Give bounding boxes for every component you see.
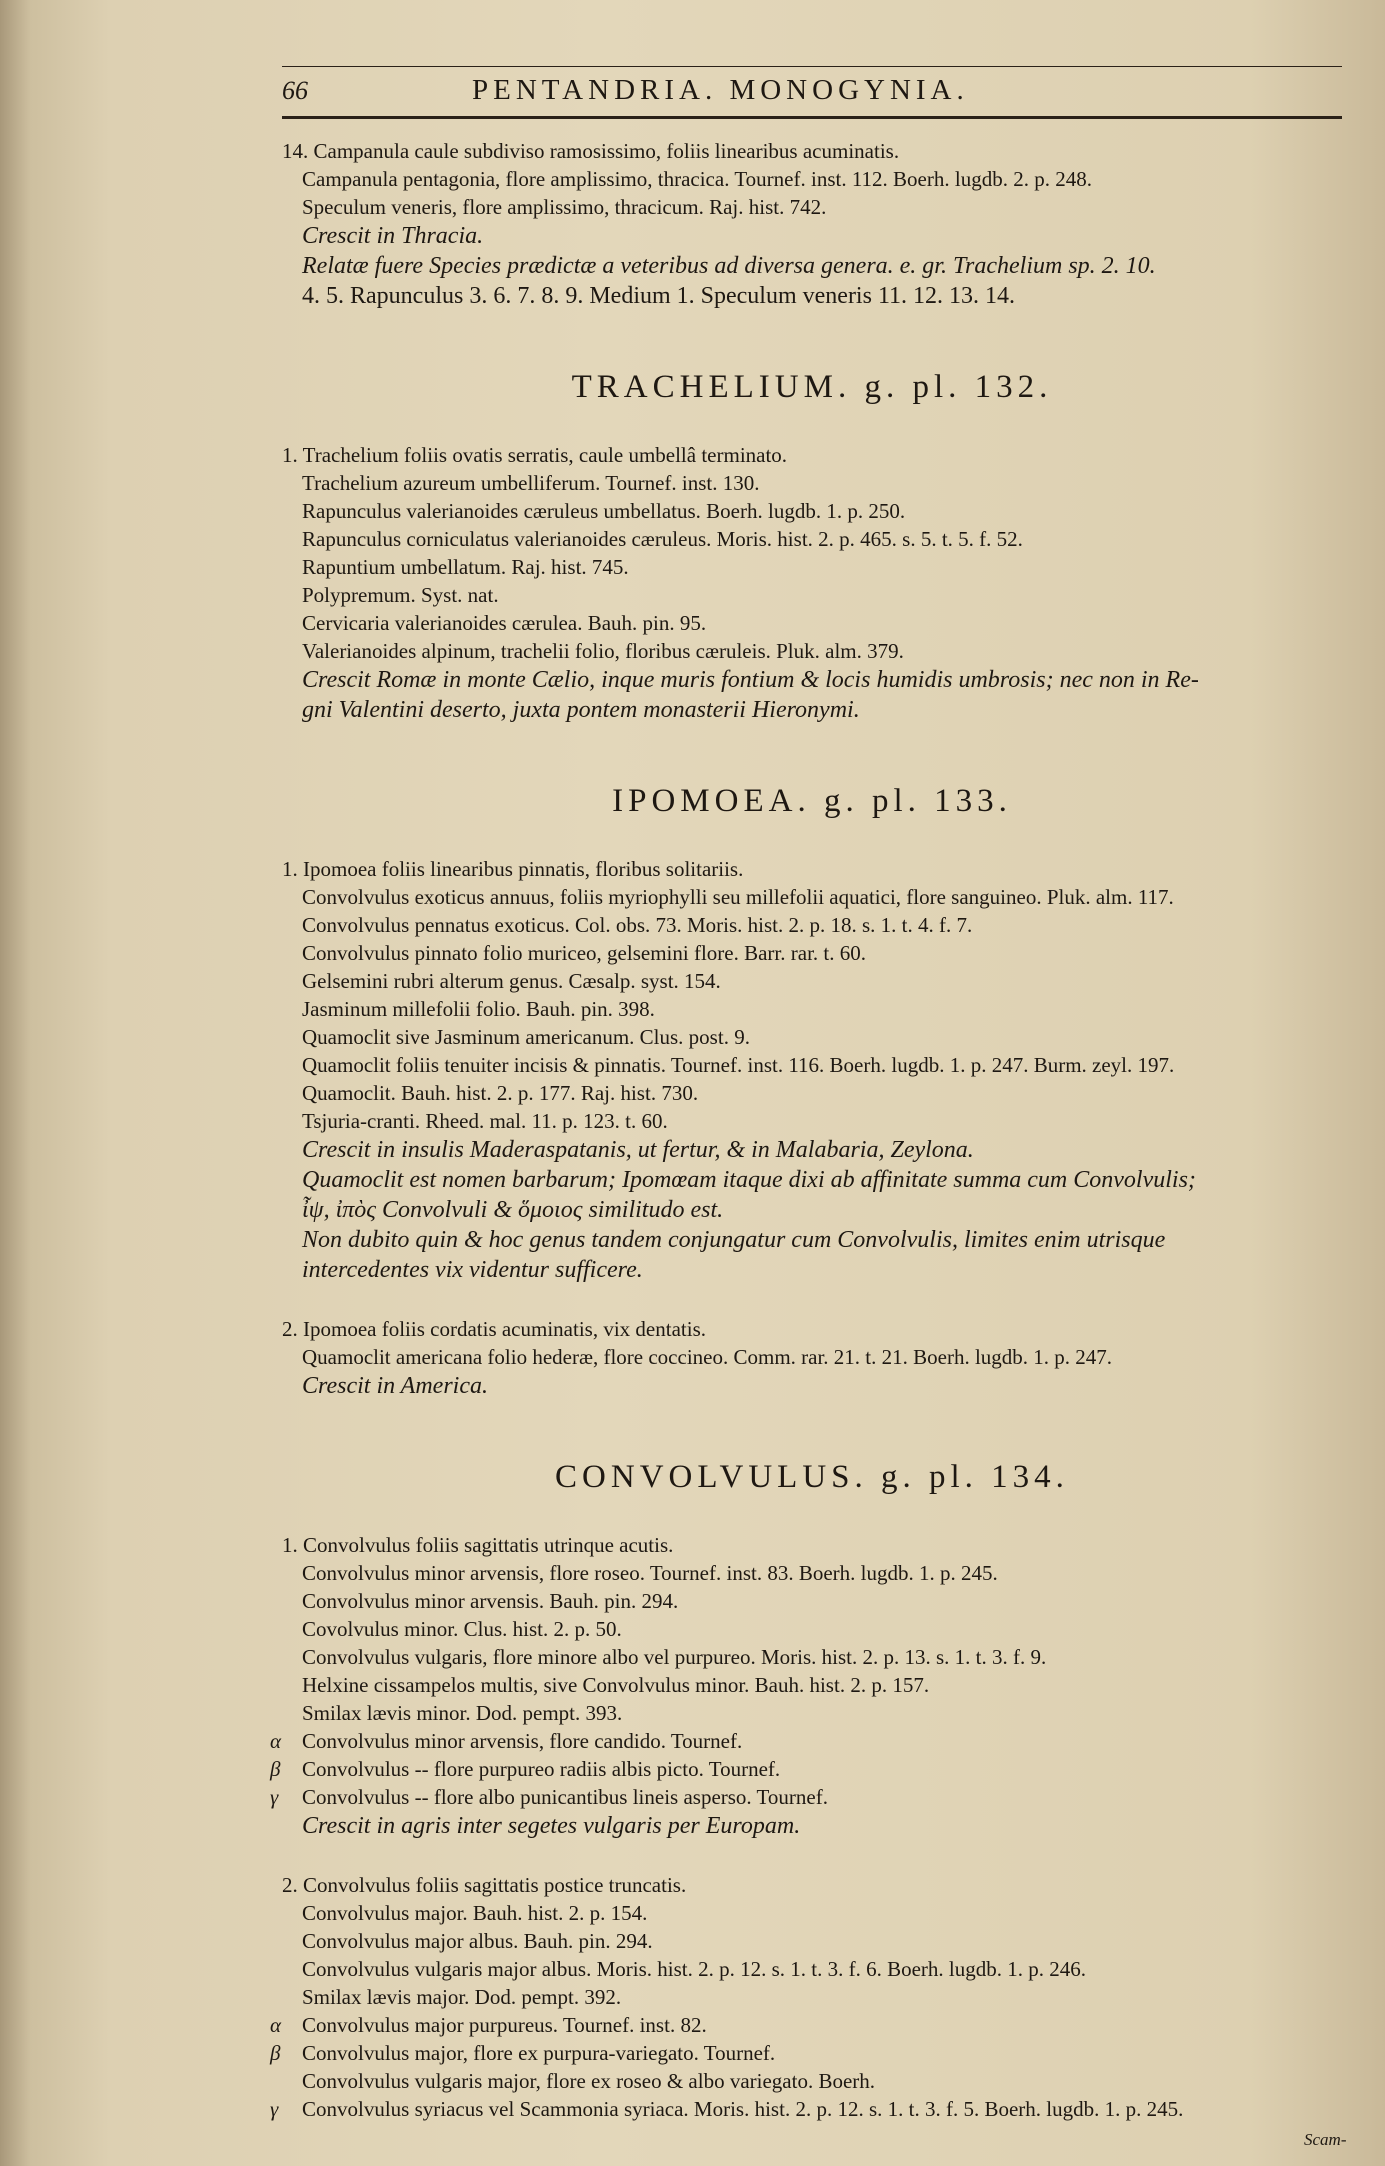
line-text: Convolvulus vulgaris major, flore ex roseo & albo variegato. Boerh. bbox=[302, 2069, 876, 2093]
entry-line: 1. Trachelium foliis ovatis serratis, caule umbellâ terminato. bbox=[282, 443, 788, 467]
page-header bbox=[282, 60, 1342, 119]
page-number: 66 bbox=[282, 76, 308, 105]
habitat-line: Crescit in Thracia. bbox=[302, 223, 484, 249]
synonym-line: Trachelium azureum umbelliferum. Tournef. inst. 130. bbox=[302, 471, 760, 495]
line-text: 2. Convolvulus foliis sagittatis postice truncatis. bbox=[282, 1873, 687, 1897]
habitat-line: Crescit Romæ in monte Cælio, inque muris fontium & locis humidis umbrosis; nec non in Re- bbox=[302, 667, 1199, 693]
convolvulus-entry-1 bbox=[270, 1531, 1342, 1841]
entry-line bbox=[282, 1871, 1342, 1899]
line-text: Crescit in agris inter segetes vulgaris per Europam. bbox=[302, 1813, 801, 1839]
variety-mark: γ bbox=[270, 1785, 279, 1809]
line-text: Convolvulus -- flore albo punicantibus lineis asperso. Tournef. bbox=[302, 1785, 828, 1809]
synonym-line bbox=[282, 1615, 1342, 1643]
synonym-line bbox=[282, 1559, 1342, 1587]
line-text: Smilax lævis major. Dod. pempt. 392. bbox=[302, 1985, 622, 2009]
line-text: Helxine cissampelos multis, sive Convolvulus minor. Bauh. hist. 2. p. 157. bbox=[302, 1673, 930, 1697]
line-text: 1. Convolvulus foliis sagittatis utrinque acutis. bbox=[282, 1533, 674, 1557]
note-line: Quamoclit est nomen barbarum; Ipomœam itaque dixi ab affinitate summa cum Convolvulis; bbox=[302, 1167, 1196, 1193]
habitat-line: Crescit in insulis Maderaspatanis, ut fertur, & in Malabaria, Zeylona. bbox=[302, 1137, 974, 1163]
synonym-line: Quamoclit sive Jasminum americanum. Clus. post. 9. bbox=[302, 1025, 750, 1049]
habitat-line: gni Valentini deserto, juxta pontem monasterii Hieronymi. bbox=[302, 697, 860, 723]
convolvulus-entry-2 bbox=[270, 1871, 1342, 2123]
line-text: Convolvulus major purpureus. Tournef. inst. 82. bbox=[302, 2013, 707, 2037]
synonym-line bbox=[270, 1783, 1342, 1811]
synonym-line bbox=[282, 1643, 1342, 1671]
entry-line: 14. Campanula caule subdiviso ramosissimo, foliis linearibus acuminatis. bbox=[282, 139, 900, 163]
line-text: Convolvulus major, flore ex purpura-variegato. Tournef. bbox=[302, 2041, 776, 2065]
synonym-line: Rapuntium umbellatum. Raj. hist. 745. bbox=[302, 555, 629, 579]
line-text: Convolvulus vulgaris major albus. Moris. hist. 2. p. 12. s. 1. t. 3. f. 6. Boerh. lugdb. 1. p. 246. bbox=[302, 1957, 1086, 1981]
synonym-line bbox=[282, 1587, 1342, 1615]
synonym-line: Quamoclit foliis tenuiter incisis & pinnatis. Tournef. inst. 116. Boerh. lugdb. 1. p. 247. Burm. zeyl. 197. bbox=[302, 1053, 1175, 1077]
synonym-line: Jasminum millefolii folio. Bauh. pin. 398. bbox=[302, 997, 655, 1021]
synonym-line: Quamoclit americana folio hederæ, flore coccineo. Comm. rar. 21. t. 21. Boerh. lugdb. 1. p. 247. bbox=[302, 1345, 1113, 1369]
entry-line: 2. Ipomoea foliis cordatis acuminatis, vix dentatis. bbox=[282, 1317, 706, 1341]
note-line: Relatæ fuere Species prædictæ a veteribus ad diversa genera. e. gr. Trachelium sp. 2. 10. bbox=[302, 253, 1156, 279]
synonym-line: Tsjuria-cranti. Rheed. mal. 11. p. 123. t. 60. bbox=[302, 1109, 668, 1133]
synonym-line: Gelsemini rubri alterum genus. Cæsalp. syst. 154. bbox=[302, 969, 721, 993]
trachelium-entry-1 bbox=[282, 441, 1342, 725]
note-line: intercedentes vix videntur sufficere. bbox=[302, 1257, 643, 1283]
synonym-line bbox=[282, 1899, 1342, 1927]
synonym-line bbox=[282, 1955, 1342, 1983]
line-text: Convolvulus minor arvensis, flore roseo. Tournef. inst. 83. Boerh. lugdb. 1. p. 245. bbox=[302, 1561, 998, 1585]
line-text: Covolvulus minor. Clus. hist. 2. p. 50. bbox=[302, 1617, 622, 1641]
synonym-line bbox=[270, 2011, 1342, 2039]
genus-heading-ipomoea: IPOMOEA. g. pl. 133. bbox=[612, 783, 1012, 819]
synonym-line: Speculum veneris, flore amplissimo, thracicum. Raj. hist. 742. bbox=[302, 195, 827, 219]
entry-line bbox=[282, 1531, 1342, 1559]
variety-mark: α bbox=[270, 1729, 282, 1753]
synonym-line bbox=[270, 1727, 1342, 1755]
synonym-line bbox=[282, 1671, 1342, 1699]
synonym-line: Convolvulus pennatus exoticus. Col. obs. 73. Moris. hist. 2. p. 18. s. 1. t. 4. f. 7. bbox=[302, 913, 973, 937]
ipomoea-entry-1 bbox=[282, 855, 1342, 1285]
synonym-line: Valerianoides alpinum, trachelii folio, floribus cæruleis. Pluk. alm. 379. bbox=[302, 639, 904, 663]
habitat-line: Crescit in America. bbox=[302, 1373, 488, 1399]
synonym-line bbox=[270, 1755, 1342, 1783]
synonym-line bbox=[282, 1983, 1342, 2011]
variety-mark: β bbox=[270, 1757, 281, 1781]
synonym-line: Rapunculus corniculatus valerianoides cæruleus. Moris. hist. 2. p. 465. s. 5. t. 5. f. 52. bbox=[302, 527, 1023, 551]
synonym-line: Polypremum. Syst. nat. bbox=[302, 583, 499, 607]
variety-mark: α bbox=[270, 2013, 282, 2037]
variety-mark: γ bbox=[270, 2097, 279, 2121]
campanula-entry-14 bbox=[282, 137, 1342, 311]
line-text: Convolvulus major albus. Bauh. pin. 294. bbox=[302, 1929, 653, 1953]
line-text: Convolvulus minor arvensis, flore candido. Tournef. bbox=[302, 1729, 743, 1753]
synonym-line: Cervicaria valerianoides cærulea. Bauh. pin. 95. bbox=[302, 611, 707, 635]
habitat-line bbox=[282, 1811, 1342, 1841]
synonym-line: Convolvulus pinnato folio muriceo, gelsemini flore. Barr. rar. t. 60. bbox=[302, 941, 866, 965]
running-title: PENTANDRIA. MONOGYNIA. bbox=[472, 74, 969, 106]
synonym-line bbox=[282, 2067, 1342, 2095]
catchword: Scam- bbox=[1304, 2130, 1347, 2149]
synonym-line: Quamoclit. Bauh. hist. 2. p. 177. Raj. hist. 730. bbox=[302, 1081, 699, 1105]
note-line: Non dubito quin & hoc genus tandem conjungatur cum Convolvulis, limites enim utrisque bbox=[302, 1227, 1166, 1253]
synonym-line bbox=[282, 1927, 1342, 1955]
synonym-line: Rapunculus valerianoides cæruleus umbellatus. Boerh. lugdb. 1. p. 250. bbox=[302, 499, 906, 523]
entry-line: 1. Ipomoea foliis linearibus pinnatis, floribus solitariis. bbox=[282, 857, 744, 881]
variety-mark: β bbox=[270, 2041, 281, 2065]
ipomoea-entry-2 bbox=[282, 1315, 1342, 1401]
synonym-line bbox=[270, 2039, 1342, 2067]
line-text: Convolvulus major. Bauh. hist. 2. p. 154. bbox=[302, 1901, 648, 1925]
genus-heading-trachelium: TRACHELIUM. g. pl. 132. bbox=[571, 369, 1053, 405]
synonym-line: Campanula pentagonia, flore amplissimo, thracica. Tournef. inst. 112. Boerh. lugdb. 2. p. 248. bbox=[302, 167, 1092, 191]
line-text: Convolvulus syriacus vel Scammonia syriaca. Moris. hist. 2. p. 12. s. 1. t. 3. f. 5. Boerh. lugdb. 1. p. 245. bbox=[302, 2097, 1184, 2121]
line-text: Convolvulus -- flore purpureo radiis albis picto. Tournef. bbox=[302, 1757, 781, 1781]
line-text: Smilax lævis minor. Dod. pempt. 393. bbox=[302, 1701, 623, 1725]
synonym-line bbox=[270, 2095, 1342, 2123]
note-line: 4. 5. Rapunculus 3. 6. 7. 8. 9. Medium 1. Speculum veneris 11. 12. 13. 14. bbox=[302, 283, 1016, 309]
line-text: Convolvulus minor arvensis. Bauh. pin. 294. bbox=[302, 1589, 679, 1613]
note-line: ἶψ, ἰπὸς Convolvuli & ὅμοιος similitudo est. bbox=[302, 1197, 724, 1223]
page-content bbox=[270, 60, 1342, 2123]
genus-heading-convolvulus: CONVOLVULUS. g. pl. 134. bbox=[555, 1459, 1069, 1495]
line-text: Convolvulus vulgaris, flore minore albo vel purpureo. Moris. hist. 2. p. 13. s. 1. t. 3. f. 9. bbox=[302, 1645, 1047, 1669]
synonym-line: Convolvulus exoticus annuus, foliis myriophylli seu millefolii aquatici, flore sanguineo. Pluk. alm. 117. bbox=[302, 885, 1174, 909]
synonym-line bbox=[282, 1699, 1342, 1727]
